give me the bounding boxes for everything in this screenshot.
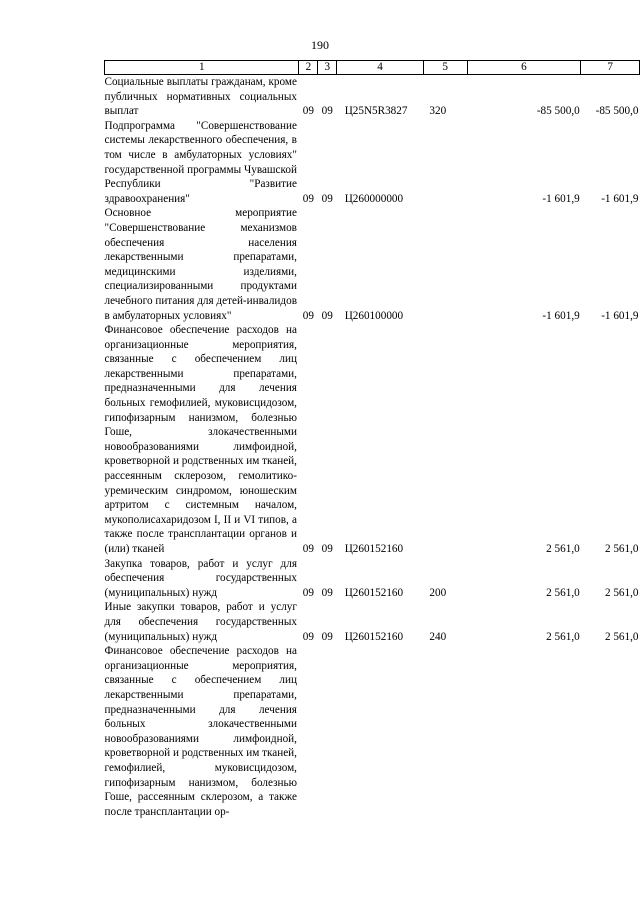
row-description: Подпрограмма "Совершенствование системы лекарственного обеспечения, в том числе в амбулаторных условиях" государственной программы Чувашской Республики "Развитие здравоохранения" [104,119,297,205]
subsection-code: 09 [321,630,333,643]
expense-type-code [423,119,467,207]
row-description: Социальные выплаты гражданам, кроме публичных нормативных социальных выплат [104,76,297,118]
amount-col6: 2 561,0 [546,630,580,643]
row-description: Закупка товаров, работ и услуг для обеспечения государственных (муниципальных) нужд [104,557,297,599]
section-code: 09 [302,105,314,118]
subsection-code: 09 [321,309,333,322]
section-code [299,644,318,819]
section-code: 09 [302,192,314,205]
table-row [105,644,640,819]
page-number: 190 [311,38,329,52]
target-article-code [337,644,424,819]
row-description: Основное мероприятие "Совершенствование механизмов обеспечения населения лекарственными препаратами, медицинскими изделиями, специализированными продуктами лечебного питания для детей-инвалидов в амбулаторных условиях" [104,207,297,322]
amount-col6 [467,644,581,819]
column-header: 1 [105,61,299,75]
expense-type-code: 240 [429,630,447,643]
section-code: 09 [302,586,314,599]
amount-col6: -1 601,9 [542,309,580,322]
subsection-code: 09 [321,105,333,118]
target-article-code: Ц260100000 [344,309,404,322]
table-row [105,119,640,207]
row-description: Финансовое обеспечение расходов на организационные мероприятия, связанные с обеспечением лиц лекарственными препаратами, предназначенными для лечения больных злокачественными новообразованиями лимфоидной, кроветворной и родственных им тканей, гемофилией, муковисцидозом, гипофизарным нанизмом, болезнью Гоше, рассеянным склерозом, а также после трансплантации ор- [104,645,297,818]
column-header: 6 [467,61,581,75]
amount-col7: 2 561,0 [604,630,639,643]
column-header: 4 [337,61,424,75]
amount-col6: 2 561,0 [546,586,580,599]
table-row [105,323,640,557]
amount-col7: 2 561,0 [604,543,639,555]
table-row [105,557,640,601]
row-description: Иные закупки товаров, работ и услуг для обеспечения государственных (муниципальных) нужд [104,601,297,643]
subsection-code [318,644,337,819]
column-header: 7 [581,61,640,75]
target-article-code: Ц260152160 [344,586,404,599]
amount-col7: -1 601,9 [601,309,639,322]
expense-type-code [423,644,467,819]
amount-col7: -1 601,9 [601,192,639,205]
column-header: 5 [423,61,467,75]
column-number-row [105,61,640,75]
column-header: 2 [299,61,318,75]
expense-type-code: 200 [429,586,447,599]
table-row [105,75,640,119]
amount-col7: -85 500,0 [595,105,639,118]
target-article-code: Ц25N5R3827 [344,105,408,118]
section-code: 09 [302,309,314,322]
amount-col7: 2 561,0 [604,586,639,599]
table-row [105,206,640,323]
expense-type-code: 320 [429,105,447,118]
column-header: 3 [318,61,337,75]
expense-type-code [423,323,467,557]
table-row [105,600,640,644]
target-article-code: Ц260000000 [344,192,404,205]
amount-col7 [581,644,640,819]
amount-col6: -85 500,0 [536,105,580,118]
target-article-code: Ц260152160 [344,543,404,555]
target-article-code: Ц260152160 [344,630,404,643]
subsection-code: 09 [321,192,333,205]
amount-col6: -1 601,9 [542,192,580,205]
section-code: 09 [302,543,314,555]
row-description: Финансовое обеспечение расходов на организационные мероприятия, связанные с обеспечением лиц лекарственными препаратами, предназначенными для лечения больных гемофилией, муковисцидозом, гипофизарным нанизмом, болезнью Гоше, злокачественными новообразованиями лимфоидной, кроветворной и родственных им тканей, рассеянным склерозом, гемолитико-уремическим синдромом, юношеским артритом с системным началом, мукополисахаридозом I, II и VI типов, а также после трансплантации органов и (или) тканей [104,324,297,555]
expense-type-code [423,206,467,323]
section-code: 09 [302,630,314,643]
subsection-code: 09 [321,586,333,599]
budget-table [104,60,640,819]
subsection-code: 09 [321,543,333,555]
amount-col6: 2 561,0 [546,543,580,555]
